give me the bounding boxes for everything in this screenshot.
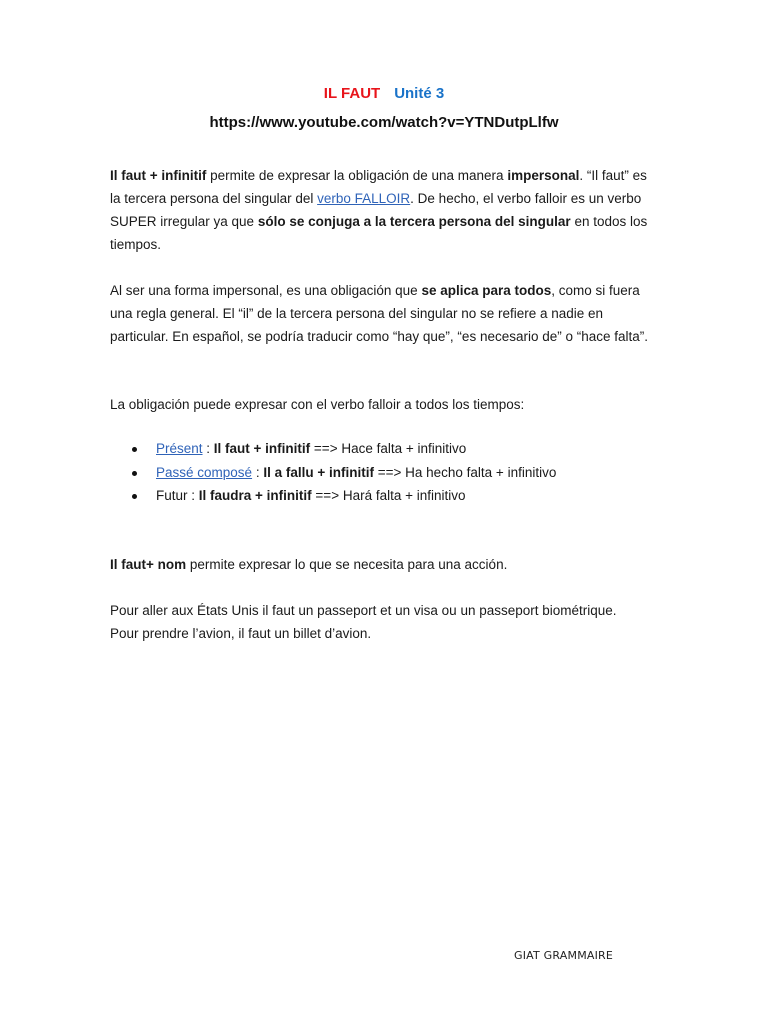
text-run: ==> Ha hecho falta + infinitivo xyxy=(373,464,557,480)
text-run: en todos los tiempos. xyxy=(110,214,648,252)
bullet-icon xyxy=(132,447,137,452)
bullet-icon xyxy=(132,471,137,476)
list-item xyxy=(110,484,670,508)
separator: : xyxy=(202,441,214,456)
paragraph-nom xyxy=(110,553,660,576)
text-run: ==> Hace falta + infinitivo xyxy=(310,441,467,456)
video-url: https://www.youtube.com/watch?v=YTNDutpLlfw xyxy=(209,114,559,131)
separator: : xyxy=(252,464,264,480)
bold-phrase: impersonal xyxy=(507,168,580,183)
text-run: . “Il faut” es la tercera persona del singular del xyxy=(110,168,647,206)
page-title xyxy=(0,84,768,104)
example-line: Pour prendre l’avion, il faut un billet d’avion. xyxy=(110,626,372,641)
text-run: , como si fuera una regla general. El “il” de la tercera persona del singular no se refiere a nadie en particular. En español, se podría traducir como “hay que”, “es necesario de” o “hace falta”. xyxy=(110,283,649,344)
paragraph-tenses-intro: La obligación puede expresar con el verbo falloir a todos los tiempos: xyxy=(110,397,525,412)
text-run: ==> Hará falta + infinitivo xyxy=(311,488,466,503)
example-line: Pour aller aux États Unis il faut un passeport et un visa ou un passeport biométrique. xyxy=(110,603,617,618)
list-item xyxy=(110,437,670,461)
bold-phrase: se aplica para todos xyxy=(421,283,552,298)
bold-phrase: Il faut + infinitif xyxy=(110,168,207,183)
separator: : xyxy=(187,488,199,503)
text-run: permite expresar lo que se necesita para una acción. xyxy=(186,557,508,572)
footer-label: GIAT GRAMMAIRE xyxy=(514,949,614,962)
futur-label: Futur xyxy=(156,488,188,503)
bold-phrase: Il faut + infinitif xyxy=(213,441,311,456)
title-main: IL FAUT xyxy=(323,85,381,102)
bullet-icon xyxy=(132,494,137,499)
text-run: . De hecho, el verbo falloir es un verbo SUPER irregular ya que xyxy=(110,191,642,229)
verbo-falloir-link[interactable]: verbo FALLOIR xyxy=(317,191,411,206)
bold-phrase: sólo se conjuga a la tercera persona del singular xyxy=(257,214,571,229)
passe-compose-link[interactable]: Passé composé xyxy=(156,464,253,480)
list-item xyxy=(110,461,670,485)
bold-phrase: Il a fallu + infinitif xyxy=(263,464,374,480)
text-run: Al ser una forma impersonal, es una obligación que xyxy=(110,283,422,298)
title-unit: Unité 3 xyxy=(394,85,445,102)
bold-phrase: Il faudra + infinitif xyxy=(198,488,312,503)
tenses-list xyxy=(110,437,670,508)
paragraph-examples xyxy=(110,599,660,645)
present-link[interactable]: Présent xyxy=(156,441,203,456)
text-run: permite de expresar la obligación de una manera xyxy=(206,168,508,183)
paragraph-intro xyxy=(110,164,660,256)
bold-phrase: Il faut+ nom xyxy=(110,557,187,572)
paragraph-impersonal xyxy=(110,279,660,348)
